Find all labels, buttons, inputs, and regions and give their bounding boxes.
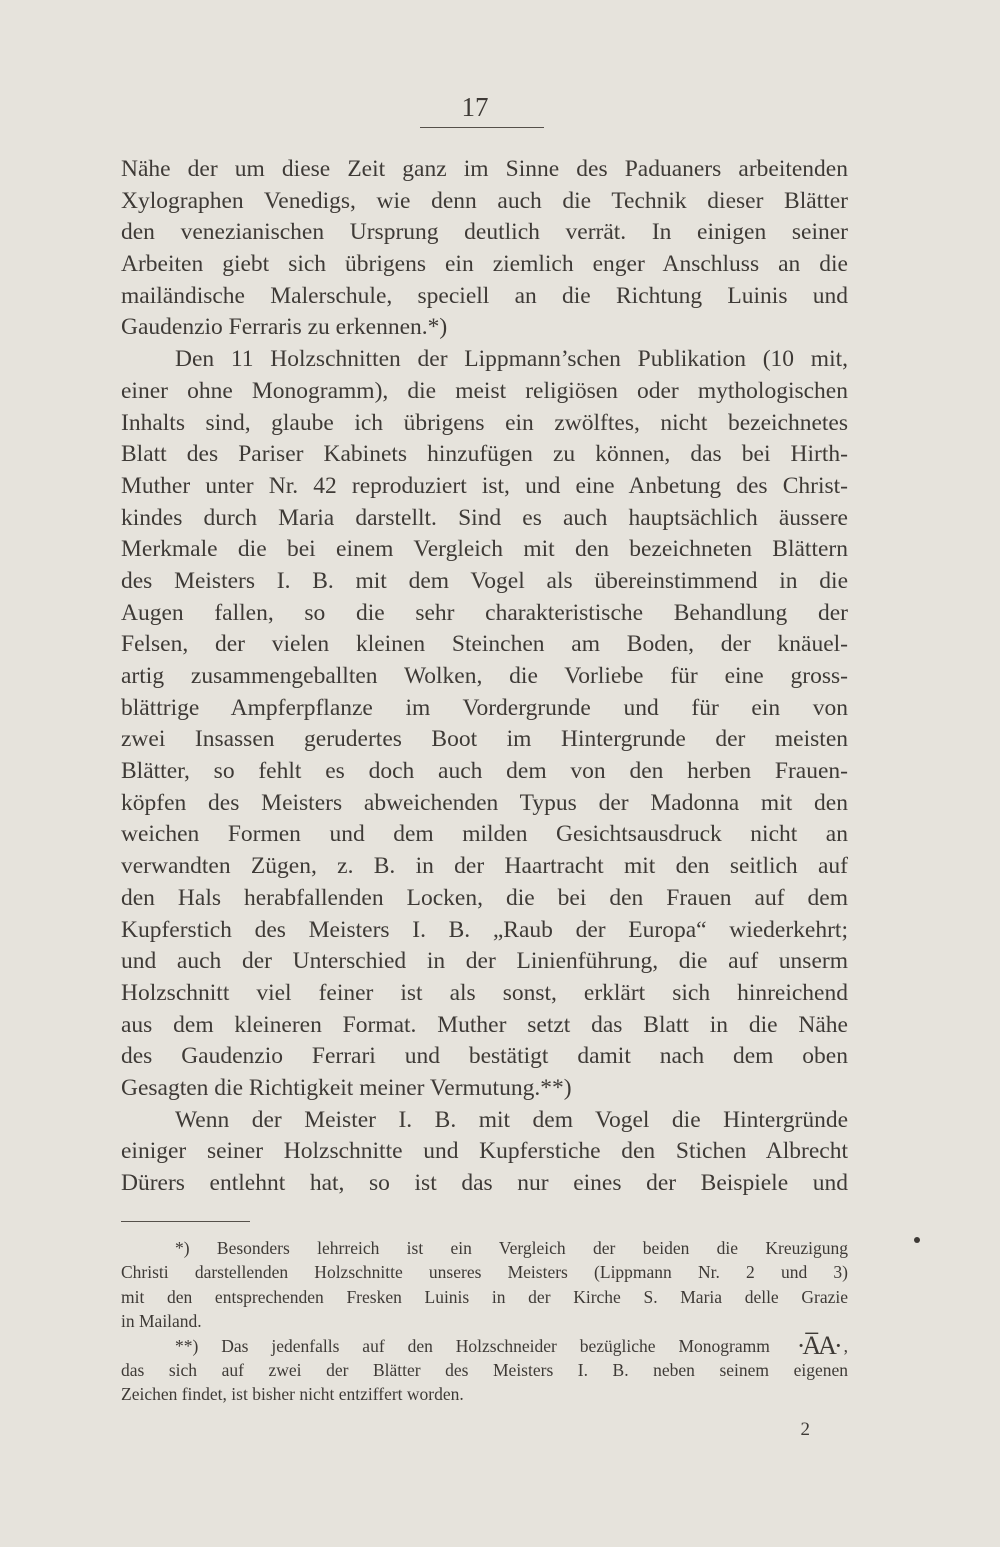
body-line: mailändische Malerschule, speciell an die Richtung Luinis und bbox=[121, 282, 848, 309]
body-line: Felsen, der vielen kleinen Steinchen am Boden, der knäuel- bbox=[121, 631, 848, 658]
body-line: den Hals herabfallenden Locken, die bei den Frauen auf dem bbox=[121, 884, 848, 911]
body-line: Den 11 Holzschnitten der Lippmann’schen Publikation (10 mit, bbox=[175, 346, 848, 373]
body-line: Gaudenzio Ferraris zu erkennen.*) bbox=[121, 314, 448, 341]
body-line: Xylographen Venedigs, wie denn auch die Technik dieser Blätter bbox=[121, 187, 848, 214]
body-line: des Gaudenzio Ferrari und bestätigt damit nach dem oben bbox=[121, 1043, 848, 1070]
footnote-text: **) Das jedenfalls auf den Holzschneider bezügliche Monogramm bbox=[175, 1335, 770, 1356]
body-line: Augen fallen, so die sehr charakteristische Behandlung der bbox=[121, 599, 848, 626]
footnotes bbox=[121, 1236, 848, 1407]
body-line: Inhalts sind, glaube ich übrigens ein zwölftes, nicht bezeichnetes bbox=[121, 409, 848, 436]
footnote-line: *) Besonders lehrreich ist ein Vergleich der beiden die Kreuzigung bbox=[175, 1238, 848, 1258]
footnote-line bbox=[121, 1330, 848, 1360]
body-line: den venezianischen Ursprung deutlich verrät. In einigen seiner bbox=[121, 219, 848, 246]
body-line: Wenn der Meister I. B. mit dem Vogel die Hintergründe bbox=[175, 1106, 848, 1133]
body-line: Blätter, so fehlt es doch auch dem von den herben Frauen- bbox=[121, 758, 848, 785]
body-line: zwei Insassen gerudertes Boot im Hintergrunde der meisten bbox=[121, 726, 848, 753]
body-line: Muther unter Nr. 42 reproduziert ist, und eine Anbetung des Christ- bbox=[121, 472, 848, 499]
ink-speck bbox=[914, 1237, 920, 1243]
body-line: einer ohne Monogramm), die meist religiösen oder mythologischen bbox=[121, 377, 848, 404]
header-rule bbox=[420, 127, 544, 128]
body-line: verwandten Zügen, z. B. in der Haartracht mit den seitlich auf bbox=[121, 853, 848, 880]
footnote-line: das sich auf zwei der Blätter des Meisters I. B. neben seinem eigenen bbox=[121, 1359, 848, 1380]
body-line: Nähe der um diese Zeit ganz im Sinne des Paduaners arbeitenden bbox=[121, 156, 848, 182]
body-line: Kupferstich des Meisters I. B. „Raub der Europa“ wiederkehrt; bbox=[121, 916, 848, 943]
body-text bbox=[121, 154, 848, 1200]
body-line: köpfen des Meisters abweichenden Typus der Madonna mit den bbox=[121, 789, 848, 816]
body-line: aus dem kleineren Format. Muther setzt das Blatt in die Nähe bbox=[121, 1011, 848, 1038]
page-number: 17 bbox=[461, 92, 489, 122]
footnote-line: Christi darstellenden Holzschnitte unseres Meisters (Lippmann Nr. 2 und 3) bbox=[121, 1262, 848, 1283]
body-line: einiger seiner Holzschnitte und Kupferstiche den Stichen Albrecht bbox=[121, 1138, 848, 1165]
monogram-mark: ·A̅A· bbox=[796, 1330, 840, 1360]
body-line: Blatt des Pariser Kabinets hinzufügen zu können, das bei Hirth- bbox=[121, 441, 848, 468]
body-line: kindes durch Maria darstellt. Sind es auch hauptsächlich äussere bbox=[121, 504, 848, 531]
body-line: Dürers entlehnt hat, so ist das nur eines der Beispiele und bbox=[121, 1170, 848, 1196]
signature-mark: 2 bbox=[800, 1419, 810, 1440]
body-line: und auch der Unterschied in der Linienführung, die auf unserm bbox=[121, 948, 848, 975]
footnote-text: , bbox=[843, 1335, 848, 1356]
body-line: artig zusammengeballten Wolken, die Vorliebe für eine gross- bbox=[121, 663, 848, 689]
body-line: Merkmale die bei einem Vergleich mit den bezeichneten Blättern bbox=[121, 536, 848, 563]
body-line: blättrige Ampferpflanze im Vordergrunde und für ein von bbox=[121, 694, 848, 721]
footnote-rule bbox=[121, 1221, 250, 1222]
body-line: Holzschnitt viel feiner ist als sonst, erklärt sich hinreichend bbox=[121, 979, 848, 1006]
body-line: des Meisters I. B. mit dem Vogel als übereinstimmend in die bbox=[121, 567, 848, 594]
body-line: Arbeiten giebt sich übrigens ein ziemlich enger Anschluss an die bbox=[121, 251, 848, 278]
footnote-line: in Mailand. bbox=[121, 1311, 202, 1332]
footnote-line: mit den entsprechenden Fresken Luinis in der Kirche S. Maria delle Grazie bbox=[121, 1286, 848, 1307]
body-line: Gesagten die Richtigkeit meiner Vermutung.**) bbox=[121, 1074, 572, 1101]
body-line: weichen Formen und dem milden Gesichtsausdruck nicht an bbox=[121, 821, 848, 848]
footnote-line: Zeichen findet, ist bisher nicht entziffert worden. bbox=[121, 1384, 464, 1405]
